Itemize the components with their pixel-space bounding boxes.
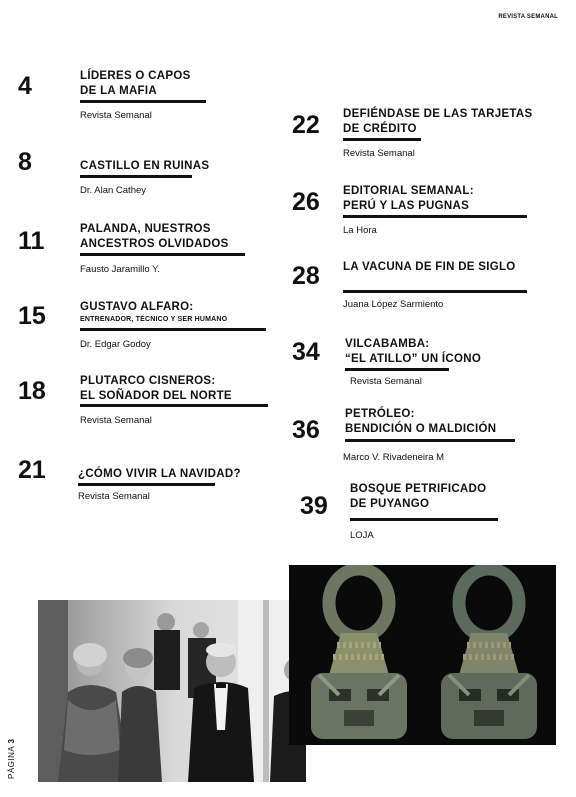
toc-title-line: PLUTARCO CISNEROS: bbox=[80, 375, 216, 387]
toc-author: Marco V. Rivadeneira M bbox=[343, 452, 445, 463]
toc-author: La Hora bbox=[343, 225, 377, 236]
toc-author: Revista Semanal bbox=[350, 376, 422, 387]
toc-title-line: VILCABAMBA: bbox=[345, 338, 430, 350]
toc-title-line: LA VACUNA DE FIN DE SIGLO bbox=[343, 261, 516, 273]
toc-title-line: DE LA MAFIA bbox=[80, 85, 157, 97]
toc-title[interactable] bbox=[80, 159, 209, 174]
toc-title-line: BOSQUE PETRIFICADO bbox=[350, 483, 487, 495]
toc-number: 34 bbox=[292, 338, 320, 366]
toc-title-line: GUSTAVO ALFARO: bbox=[80, 301, 194, 313]
toc-number: 11 bbox=[18, 227, 45, 255]
toc-title[interactable] bbox=[343, 184, 474, 214]
toc-title[interactable] bbox=[80, 69, 191, 99]
event-guests-photo bbox=[38, 600, 306, 782]
page-number-value: 3 bbox=[7, 738, 16, 744]
page-number bbox=[7, 739, 16, 779]
toc-number: 22 bbox=[292, 111, 320, 139]
page-label: PÁGINA bbox=[7, 746, 16, 779]
title-underline bbox=[80, 404, 268, 407]
toc-title-line: LÍDERES O CAPOS bbox=[80, 70, 191, 82]
toc-author: Dr. Edgar Godoy bbox=[80, 339, 151, 350]
title-underline bbox=[345, 439, 515, 442]
title-underline bbox=[345, 368, 449, 371]
toc-title-line: DE PUYANGO bbox=[350, 498, 430, 510]
toc-number: 8 bbox=[18, 148, 32, 176]
toc-title[interactable] bbox=[350, 482, 486, 512]
toc-title[interactable] bbox=[80, 374, 232, 404]
title-underline bbox=[80, 175, 192, 178]
artifacts-photo bbox=[289, 565, 556, 745]
toc-title[interactable] bbox=[345, 337, 481, 367]
toc-author: Revista Semanal bbox=[343, 148, 415, 159]
toc-author: Fausto Jaramillo Y. bbox=[80, 264, 160, 275]
toc-number: 39 bbox=[300, 492, 328, 520]
toc-title[interactable] bbox=[343, 260, 516, 275]
title-underline bbox=[343, 138, 421, 141]
title-underline bbox=[78, 483, 215, 486]
title-underline bbox=[80, 100, 206, 103]
toc-title-line: “EL ATILLO” UN ÍCONO bbox=[345, 353, 482, 365]
toc-title-line: EL SOÑADOR DEL NORTE bbox=[80, 390, 232, 402]
toc-title[interactable] bbox=[80, 300, 227, 325]
toc-title-line: PETRÓLEO: bbox=[345, 408, 415, 420]
toc-title[interactable] bbox=[80, 222, 229, 252]
toc-title-line: ANCESTROS OLVIDADOS bbox=[80, 238, 229, 250]
title-underline bbox=[350, 518, 498, 521]
toc-title[interactable] bbox=[78, 467, 241, 482]
toc-title-line: DEFIÉNDASE DE LAS TARJETAS bbox=[343, 108, 533, 120]
title-underline bbox=[80, 253, 245, 256]
toc-title-line: PERÚ Y LAS PUGNAS bbox=[343, 200, 470, 212]
toc-number: 28 bbox=[292, 262, 320, 290]
toc-title-line: BENDICIÓN O MALDICIÓN bbox=[345, 423, 497, 435]
toc-title[interactable] bbox=[343, 107, 532, 137]
toc-author: Revista Semanal bbox=[78, 491, 150, 502]
title-underline bbox=[343, 290, 527, 293]
toc-title-line: DE CRÉDITO bbox=[343, 123, 417, 135]
toc-title-line: CASTILLO EN RUINAS bbox=[80, 160, 210, 172]
toc-number: 18 bbox=[18, 377, 46, 405]
title-underline bbox=[343, 215, 527, 218]
toc-number: 26 bbox=[292, 188, 320, 216]
toc-title-line: ¿CÓMO VIVIR LA NAVIDAD? bbox=[78, 468, 241, 480]
toc-author: Revista Semanal bbox=[80, 415, 152, 426]
toc-number: 21 bbox=[18, 456, 46, 484]
toc-subtitle: ENTRENADOR, TÉCNICO Y SER HUMANO bbox=[80, 316, 228, 323]
toc-author: Juana López Sarmiento bbox=[343, 299, 444, 310]
toc-title[interactable] bbox=[345, 407, 496, 437]
toc-author: Dr. Alan Cathey bbox=[80, 185, 147, 196]
magazine-name: REVISTA SEMANAL bbox=[498, 14, 558, 20]
toc-author: LOJA bbox=[350, 530, 374, 541]
toc-number: 4 bbox=[18, 72, 32, 100]
toc-author: Revista Semanal bbox=[80, 110, 152, 121]
title-underline bbox=[80, 328, 266, 331]
toc-title-line: PALANDA, NUESTROS bbox=[80, 223, 211, 235]
toc-number: 36 bbox=[292, 416, 320, 444]
toc-title-line: EDITORIAL SEMANAL: bbox=[343, 185, 474, 197]
toc-number: 15 bbox=[18, 302, 46, 330]
